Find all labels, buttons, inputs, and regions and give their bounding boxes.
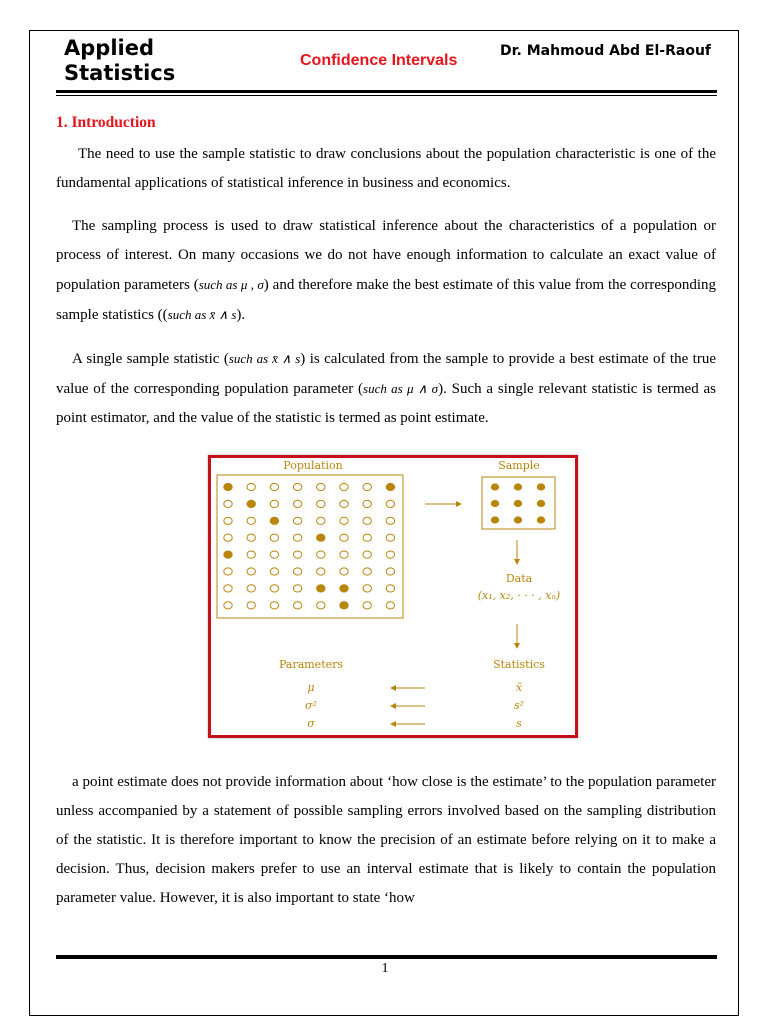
population-dot [247, 551, 255, 558]
population-dot [293, 551, 301, 558]
population-dot [363, 483, 371, 490]
population-dot [340, 483, 348, 490]
parameters-label: Parameters [278, 658, 344, 671]
header-divider-thin [56, 95, 717, 96]
paragraph-2-text-a: The sampling process is used to draw statistical inference about the characteristics of a population or process of interest. On many occasions we do not have enough information to calculate an exact value of population parameters ( [56, 218, 716, 293]
paragraph-2 [56, 212, 716, 330]
statistics-label: Statistics [493, 658, 545, 671]
population-dot [340, 568, 348, 575]
population-label: Population [283, 459, 343, 472]
population-dot [340, 551, 348, 558]
paragraph-4-text: a point estimate does not provide information about ‘how close is the estimate’ to the population parameter unless accompanied by a statement of possible sampling errors involved based on the sampling distribution of the statistic. It is therefore important to know the precision of an estimate before relying on it to make a decision. Thus, decision makers prefer to use an interval estimate that is likely to contain the population parameter value. However, it is also important to state ‘how [56, 774, 716, 906]
population-dot [386, 500, 394, 507]
sample-dots [491, 483, 545, 523]
population-dot [386, 585, 394, 592]
population-dot [270, 500, 278, 507]
paragraph-1-text: The need to use the sample statistic to draw conclusions about the population characteristic is one of the fundamental applications of statistical inference in business and economics. [56, 146, 716, 191]
paragraph-1 [56, 140, 716, 198]
population-dot [293, 517, 301, 524]
population-dot-sampled [247, 500, 255, 507]
population-dot [363, 568, 371, 575]
population-dot [293, 585, 301, 592]
population-dot [224, 585, 232, 592]
population-dot [386, 517, 394, 524]
page-header [56, 36, 717, 92]
header-divider [56, 90, 717, 93]
population-dot-sampled [224, 483, 232, 490]
parameter-symbol: μ [307, 681, 315, 694]
math-inline: such as μ , σ [198, 277, 264, 292]
population-dot [270, 568, 278, 575]
sampling-diagram [208, 455, 578, 738]
paragraph-3-text-c: ). Such a single relevant statistic is termed as point estimator, and the value of the statistic is termed as point estimate. [56, 381, 716, 426]
paragraph-3-text-b: ) is calculated from the sample to provide a best estimate of the true value of the corresponding population parameter ( [56, 351, 716, 397]
section-heading: 1. Introduction [56, 114, 156, 131]
population-dot [247, 534, 255, 541]
population-dot-sampled [340, 585, 348, 592]
population-dot-sampled [386, 483, 394, 490]
population-dot [317, 500, 325, 507]
paragraph-2-text-b: ) and therefore make the best estimate of this value from the corresponding sample statistics (( [56, 277, 716, 323]
math-inline: such as μ ∧ σ [363, 381, 439, 396]
population-dot [270, 585, 278, 592]
population-dot [317, 517, 325, 524]
sample-dot [514, 483, 522, 490]
footer-divider [56, 955, 717, 959]
population-dot-sampled [317, 585, 325, 592]
parameter-symbol: σ [307, 717, 315, 730]
sample-dot [537, 483, 545, 490]
population-dot [293, 602, 301, 609]
data-label: Data [505, 572, 533, 585]
population-dot [247, 585, 255, 592]
population-dot [270, 483, 278, 490]
sample-dot [491, 483, 499, 490]
population-box [217, 475, 403, 618]
sample-dot [514, 516, 522, 523]
population-dot [363, 602, 371, 609]
sample-dot [491, 516, 499, 523]
population-dot [270, 602, 278, 609]
population-dot [386, 602, 394, 609]
course-title: Applied Statistics [64, 36, 176, 85]
sample-dot [537, 516, 545, 523]
population-dot [317, 602, 325, 609]
population-dot [247, 568, 255, 575]
population-dot [340, 500, 348, 507]
statistic-symbol: s [516, 717, 522, 730]
population-dots [224, 483, 395, 609]
population-dot [317, 483, 325, 490]
page-number: 1 [381, 961, 389, 976]
parameter-symbol: σ² [305, 699, 317, 712]
statistic-symbol: s² [513, 699, 525, 712]
sampling-diagram-svg [211, 458, 575, 735]
paragraph-2-text-c: ). [236, 307, 246, 323]
population-dot [270, 534, 278, 541]
topic-title: Confidence Intervals [300, 52, 458, 69]
population-dot [317, 568, 325, 575]
population-dot [224, 602, 232, 609]
population-dot-sampled [270, 517, 278, 524]
math-inline: such as x̄ ∧ s [228, 351, 301, 366]
population-dot [247, 483, 255, 490]
population-dot [386, 568, 394, 575]
main-content-continued [56, 768, 716, 913]
population-dot [293, 500, 301, 507]
population-dot [247, 517, 255, 524]
sample-dot [514, 500, 522, 507]
parameter-statistic-rows [305, 681, 524, 730]
population-dot [224, 568, 232, 575]
math-inline: such as x̄ ∧ s [167, 307, 237, 322]
paragraph-3-text-a: A single sample statistic ( [72, 351, 229, 367]
population-dot [247, 602, 255, 609]
population-dot [386, 534, 394, 541]
population-dot [363, 551, 371, 558]
population-dot [224, 534, 232, 541]
population-dot [386, 551, 394, 558]
population-dot [317, 551, 325, 558]
population-dot [270, 551, 278, 558]
population-dot [363, 585, 371, 592]
data-tuple: (x₁, x₂, · · · , xₙ) [477, 589, 561, 602]
sample-dot [537, 500, 545, 507]
population-dot [293, 534, 301, 541]
population-dot [363, 517, 371, 524]
sample-dot [491, 500, 499, 507]
population-dot-sampled [317, 534, 325, 541]
population-dot-sampled [340, 602, 348, 609]
population-dot [224, 500, 232, 507]
population-dot-sampled [224, 551, 232, 558]
population-dot [224, 517, 232, 524]
population-dot [363, 534, 371, 541]
population-dot [293, 568, 301, 575]
population-dot [340, 517, 348, 524]
author-name: Dr. Mahmoud Abd El-Raouf [500, 43, 711, 59]
population-dot [363, 500, 371, 507]
sample-label: Sample [498, 459, 540, 472]
main-content [56, 108, 716, 433]
population-dot [340, 534, 348, 541]
population-dot [293, 483, 301, 490]
statistic-symbol: x̄ [515, 681, 523, 694]
paragraph-3 [56, 344, 716, 433]
paragraph-4 [56, 768, 716, 913]
